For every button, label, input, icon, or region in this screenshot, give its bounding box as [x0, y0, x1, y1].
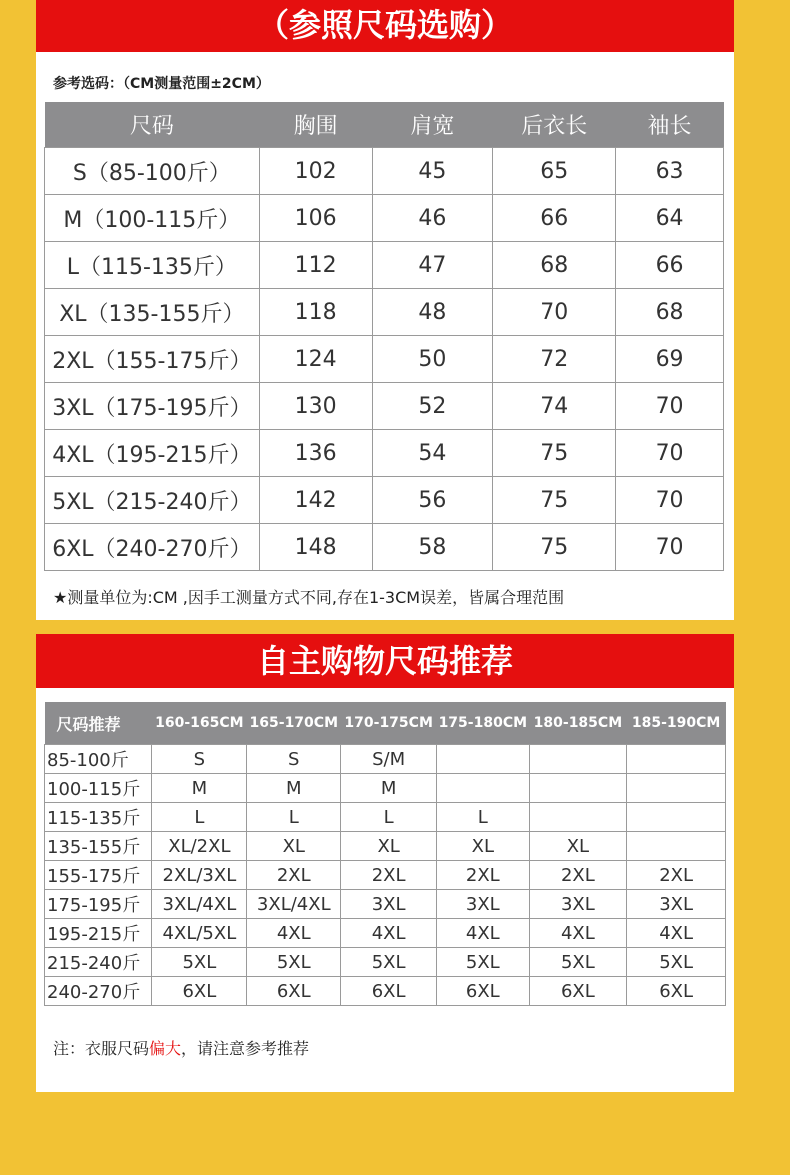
size-cell: L（115-135斤） — [45, 242, 260, 289]
weight-cell: 240-270斤 — [45, 977, 152, 1006]
header-size-recommend: 尺码推荐 — [45, 702, 152, 745]
weight-cell: 100-115斤 — [45, 774, 152, 803]
chest-cell: 136 — [259, 430, 372, 477]
sleeve-cell: 66 — [616, 242, 724, 289]
header-height: 185-190CM — [627, 702, 726, 745]
sleeve-cell: 70 — [616, 430, 724, 477]
table-row — [45, 948, 726, 977]
shoulder-cell: 47 — [372, 242, 493, 289]
size-cell: 2XL — [247, 861, 341, 890]
size-cell: 3XL — [341, 890, 437, 919]
size-cell: 3XL/4XL — [152, 890, 247, 919]
chest-cell: 106 — [259, 195, 372, 242]
table-row — [45, 336, 724, 383]
length-cell: 72 — [493, 336, 616, 383]
table-row — [45, 195, 724, 242]
chest-cell: 112 — [259, 242, 372, 289]
size-cell: 4XL — [341, 919, 437, 948]
size-cell: 6XL — [247, 977, 341, 1006]
table-row — [45, 977, 726, 1006]
weight-cell: 155-175斤 — [45, 861, 152, 890]
size-cell: 4XL/5XL — [152, 919, 247, 948]
size-cell: S（85-100斤） — [45, 148, 260, 195]
size-cell: 3XL（175-195斤） — [45, 383, 260, 430]
size-cell: 5XL — [152, 948, 247, 977]
size-cell: XL — [341, 832, 437, 861]
size-cell: XL（135-155斤） — [45, 289, 260, 336]
size-cell: 5XL — [627, 948, 726, 977]
chest-cell: 148 — [259, 524, 372, 571]
size-cell: 5XL — [247, 948, 341, 977]
size-cell — [627, 774, 726, 803]
table-row — [45, 919, 726, 948]
size-cell: S — [152, 745, 247, 774]
shoulder-cell: 48 — [372, 289, 493, 336]
size-cell: 3XL — [627, 890, 726, 919]
table-row — [45, 148, 724, 195]
shoulder-cell: 46 — [372, 195, 493, 242]
size-cell — [529, 803, 627, 832]
size-cell — [529, 774, 627, 803]
header-height: 165-170CM — [247, 702, 341, 745]
size-cell — [627, 745, 726, 774]
size-cell: M — [247, 774, 341, 803]
table-row — [45, 477, 724, 524]
size-note-prefix: 注：衣服尺码 — [53, 1039, 150, 1058]
table-row — [45, 861, 726, 890]
weight-cell: 135-155斤 — [45, 832, 152, 861]
header-chest: 胸围 — [259, 102, 372, 148]
length-cell: 75 — [493, 524, 616, 571]
size-cell: 4XL — [437, 919, 529, 948]
weight-cell: 215-240斤 — [45, 948, 152, 977]
header-back-length: 后衣长 — [493, 102, 616, 148]
table-row — [45, 289, 724, 336]
length-cell: 74 — [493, 383, 616, 430]
size-cell — [627, 803, 726, 832]
size-cell: M — [341, 774, 437, 803]
size-cell: 2XL — [627, 861, 726, 890]
size-cell: 5XL — [341, 948, 437, 977]
recommendation-header-row — [45, 702, 726, 745]
weight-cell: 175-195斤 — [45, 890, 152, 919]
size-cell: 2XL（155-175斤） — [45, 336, 260, 383]
size-cell: 4XL — [247, 919, 341, 948]
size-cell: 2XL — [341, 861, 437, 890]
size-cell: 6XL — [437, 977, 529, 1006]
size-cell: 6XL — [627, 977, 726, 1006]
sleeve-cell: 70 — [616, 477, 724, 524]
size-cell: 6XL — [341, 977, 437, 1006]
table-row — [45, 832, 726, 861]
size-reference-banner: （参照尺码选购） — [36, 0, 734, 52]
chest-cell: 130 — [259, 383, 372, 430]
table-row — [45, 242, 724, 289]
size-cell: S/M — [341, 745, 437, 774]
chest-cell: 124 — [259, 336, 372, 383]
size-cell — [437, 774, 529, 803]
size-cell — [529, 745, 627, 774]
size-recommendation-banner: 自主购物尺码推荐 — [36, 634, 734, 688]
header-height: 180-185CM — [529, 702, 627, 745]
chest-cell: 142 — [259, 477, 372, 524]
weight-cell: 115-135斤 — [45, 803, 152, 832]
size-cell: S — [247, 745, 341, 774]
shoulder-cell: 58 — [372, 524, 493, 571]
length-cell: 75 — [493, 477, 616, 524]
size-cell: M（100-115斤） — [45, 195, 260, 242]
sleeve-cell: 68 — [616, 289, 724, 336]
sleeve-cell: 70 — [616, 524, 724, 571]
size-cell: L — [341, 803, 437, 832]
size-cell: L — [437, 803, 529, 832]
size-cell: 3XL/4XL — [247, 890, 341, 919]
shoulder-cell: 52 — [372, 383, 493, 430]
table-row — [45, 803, 726, 832]
size-recommendation-table — [44, 702, 726, 1006]
size-chart-header-row — [45, 102, 724, 148]
size-cell: 4XL（195-215斤） — [45, 430, 260, 477]
size-note-suffix: ，请注意参考推荐 — [181, 1039, 310, 1058]
header-size: 尺码 — [45, 102, 260, 148]
size-cell: 2XL — [529, 861, 627, 890]
length-cell: 70 — [493, 289, 616, 336]
header-height: 175-180CM — [437, 702, 529, 745]
size-cell: 6XL — [529, 977, 627, 1006]
size-cell: XL — [437, 832, 529, 861]
table-row — [45, 890, 726, 919]
weight-cell: 195-215斤 — [45, 919, 152, 948]
size-cell: 6XL（240-270斤） — [45, 524, 260, 571]
table-row — [45, 774, 726, 803]
sleeve-cell: 69 — [616, 336, 724, 383]
size-cell: 4XL — [529, 919, 627, 948]
chest-cell: 102 — [259, 148, 372, 195]
size-cell: XL — [529, 832, 627, 861]
header-height: 160-165CM — [152, 702, 247, 745]
shoulder-cell: 50 — [372, 336, 493, 383]
sleeve-cell: 70 — [616, 383, 724, 430]
size-cell: 2XL — [437, 861, 529, 890]
size-cell: 5XL（215-240斤） — [45, 477, 260, 524]
size-cell: 3XL — [437, 890, 529, 919]
size-cell — [627, 832, 726, 861]
table-row — [45, 524, 724, 571]
size-cell: XL/2XL — [152, 832, 247, 861]
size-reference-panel — [36, 0, 734, 620]
size-cell: 5XL — [437, 948, 529, 977]
size-cell: 2XL/3XL — [152, 861, 247, 890]
shoulder-cell: 45 — [372, 148, 493, 195]
size-note — [53, 1036, 309, 1059]
size-cell: 5XL — [529, 948, 627, 977]
length-cell: 68 — [493, 242, 616, 289]
reference-note: 参考选码：（CM测量范围±2CM） — [53, 76, 270, 92]
size-cell: L — [247, 803, 341, 832]
table-row — [45, 745, 726, 774]
length-cell: 66 — [493, 195, 616, 242]
size-cell: 4XL — [627, 919, 726, 948]
length-cell: 75 — [493, 430, 616, 477]
header-shoulder: 肩宽 — [372, 102, 493, 148]
sleeve-cell: 64 — [616, 195, 724, 242]
size-cell: 6XL — [152, 977, 247, 1006]
shoulder-cell: 54 — [372, 430, 493, 477]
table-row — [45, 383, 724, 430]
size-cell — [437, 745, 529, 774]
size-cell: M — [152, 774, 247, 803]
size-cell: 3XL — [529, 890, 627, 919]
header-sleeve: 袖长 — [616, 102, 724, 148]
weight-cell: 85-100斤 — [45, 745, 152, 774]
table-row — [45, 430, 724, 477]
length-cell: 65 — [493, 148, 616, 195]
size-recommendation-panel — [36, 634, 734, 1092]
chest-cell: 118 — [259, 289, 372, 336]
size-cell: L — [152, 803, 247, 832]
sleeve-cell: 63 — [616, 148, 724, 195]
size-cell: XL — [247, 832, 341, 861]
size-note-highlight: 偏大 — [149, 1039, 182, 1058]
measurement-note: ★测量单位为:CM ,因手工测量方式不同,存在1-3CM误差，皆属合理范围 — [53, 588, 565, 607]
size-chart-table — [44, 102, 724, 571]
shoulder-cell: 56 — [372, 477, 493, 524]
header-height: 170-175CM — [341, 702, 437, 745]
